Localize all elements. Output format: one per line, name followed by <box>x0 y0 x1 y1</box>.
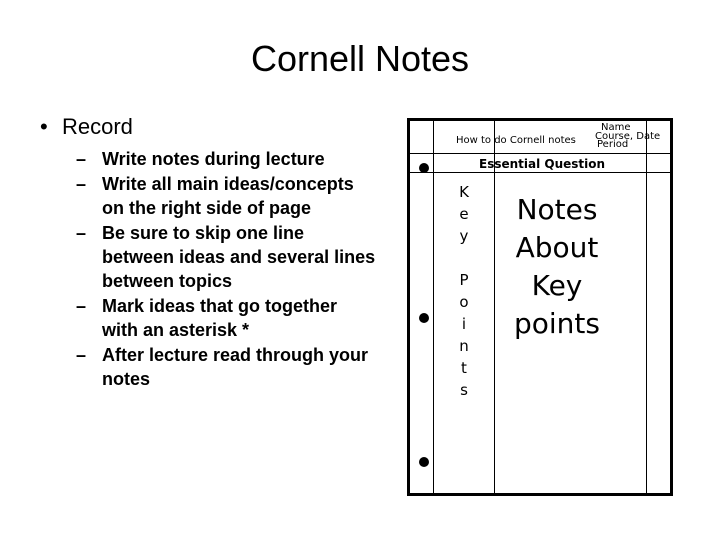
sheet-period-label: Period <box>597 139 629 150</box>
dash-marker: – <box>76 223 87 243</box>
key-points-letter: e <box>459 205 469 223</box>
key-points-letter: P <box>459 271 469 289</box>
sub-bullet-item <box>76 147 376 171</box>
bullet-label: Record <box>62 114 133 139</box>
key-points-column <box>458 181 470 401</box>
sub-bullet-item <box>76 172 376 220</box>
binder-hole-icon <box>419 313 429 323</box>
key-points-letter: t <box>461 359 467 377</box>
sheet-name-label: Name <box>601 122 631 133</box>
sub-bullet-text: Mark ideas that go together with an asterisk * <box>102 296 338 340</box>
key-points-letter: s <box>460 381 468 399</box>
left-margin-line <box>433 121 434 493</box>
sheet-header-title: How to do Cornell notes <box>456 135 576 146</box>
sub-bullet-text: Be sure to skip one line between ideas and several lines between topics <box>102 223 376 291</box>
key-points-letter: y <box>459 227 469 245</box>
right-margin-line <box>646 121 647 493</box>
bullet-record <box>40 114 133 140</box>
dash-marker: – <box>76 149 87 169</box>
slide-title: Cornell Notes <box>250 38 470 79</box>
key-points-letter: i <box>461 315 467 333</box>
sub-bullet-item <box>76 294 376 342</box>
binder-hole-icon <box>419 163 429 173</box>
question-line <box>410 172 670 173</box>
notes-about-key-points <box>502 191 612 343</box>
key-points-spacer <box>458 247 470 269</box>
cue-column-line <box>494 121 495 493</box>
dash-marker: – <box>76 174 87 194</box>
notes-line: points <box>514 307 600 340</box>
header-line <box>410 153 670 154</box>
sub-bullet-list <box>76 147 376 392</box>
notes-line: Key <box>531 269 583 302</box>
notes-line: Notes <box>516 193 598 226</box>
dash-marker: – <box>76 296 87 316</box>
notes-line: About <box>515 231 599 264</box>
key-points-letter: n <box>459 337 469 355</box>
key-points-letter: K <box>459 183 469 201</box>
essential-question-label: Essential Question <box>479 157 606 171</box>
sub-bullet-text: After lecture read through your notes <box>102 345 369 389</box>
cornell-notes-sheet <box>407 118 673 496</box>
key-points-letter: o <box>459 293 469 311</box>
sheet-course-date-label: Course, Date <box>595 131 661 142</box>
binder-hole-icon <box>419 457 429 467</box>
bullet-marker: • <box>40 114 48 139</box>
sub-bullet-item <box>76 343 376 391</box>
sub-bullet-text: Write notes during lecture <box>102 149 325 169</box>
dash-marker: – <box>76 345 87 365</box>
sub-bullet-item <box>76 221 376 293</box>
sub-bullet-text: Write all main ideas/concepts on the right side of page <box>102 174 354 218</box>
